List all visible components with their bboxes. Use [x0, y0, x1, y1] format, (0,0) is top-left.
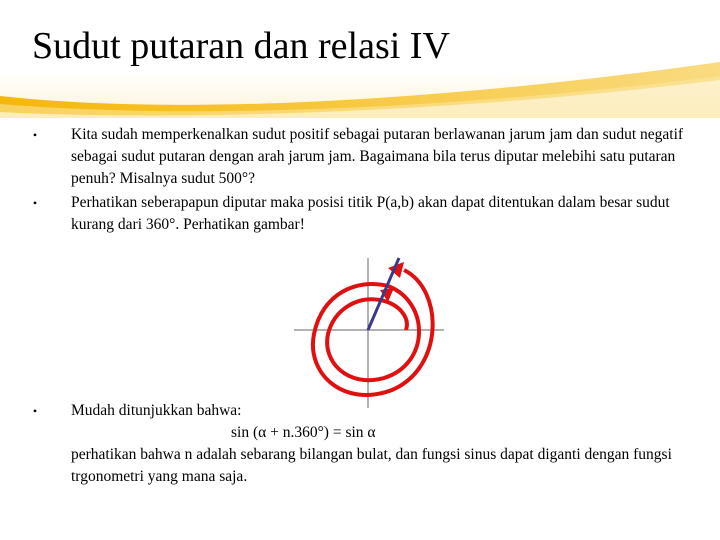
sine-identity-formula: sin (α + n.360°) = sin α: [231, 424, 376, 441]
spiral-inner: [327, 286, 419, 380]
title-band: [0, 0, 720, 118]
slide-title: Sudut putaran dan relasi IV: [32, 25, 450, 67]
bullet-intro: Mudah ditunjukkan bahwa:: [71, 402, 242, 419]
bullet-glyph: •: [32, 196, 38, 210]
bullet-glyph: •: [32, 404, 38, 418]
bullet-glyph: •: [32, 128, 38, 142]
terminal-ray: [368, 258, 399, 330]
bullet-text: Perhatikan seberapapun diputar maka posisi titik P(a,b) akan dapat ditentukan dalam besar sudut kurang dari 360°. Perhatikan gambar!: [71, 194, 670, 233]
spiral-outer: [313, 270, 433, 395]
rotation-diagram: [292, 256, 452, 412]
bullet-text: Kita sudah memperkenalkan sudut positif sebagai putaran berlawanan jarum jam dan sudut negatif sebagai sudut putaran dengan arah jarum jam. Bagaimana bila terus diputar melebihi satu putaran penuh? Misalnya sudut 500°?: [71, 126, 684, 187]
bullet-note: perhatikan bahwa n adalah sebarang bilangan bulat, dan fungsi sinus dapat diganti dengan fungsi trgonometri yang mana saja.: [71, 446, 672, 485]
